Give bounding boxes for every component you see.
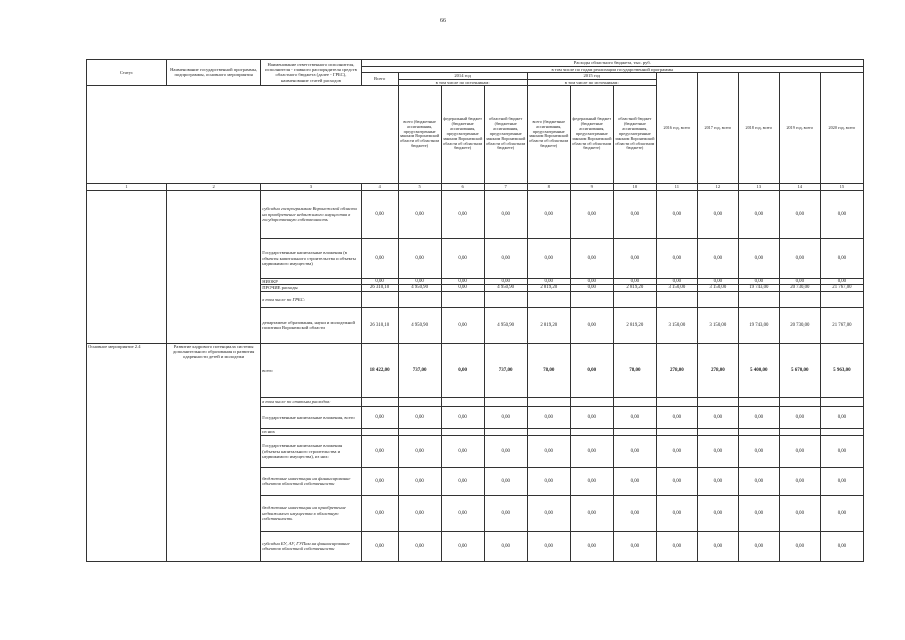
value-cell: 2 819,20 xyxy=(613,285,656,292)
value-cell: 4 950,90 xyxy=(484,307,527,343)
value-cell xyxy=(398,397,441,406)
table-row xyxy=(87,343,864,397)
value-cell: 0,00 xyxy=(656,495,697,531)
col-number: 1 xyxy=(87,183,167,190)
value-cell: 0,00 xyxy=(441,467,484,495)
value-cell: 0,00 xyxy=(656,435,697,467)
header-2016: 2016 год, всего xyxy=(656,73,697,184)
value-cell xyxy=(484,291,527,307)
status-cell xyxy=(87,190,167,343)
value-cell: 0,00 xyxy=(398,435,441,467)
value-cell: 5 670,00 xyxy=(779,343,820,397)
value-cell: 0,00 xyxy=(779,467,820,495)
value-cell: 0,00 xyxy=(527,278,570,285)
value-cell xyxy=(697,291,738,307)
value-cell: 0,00 xyxy=(398,531,441,561)
col-number: 11 xyxy=(656,183,697,190)
header-total: Всего xyxy=(361,73,398,86)
value-cell: 0,00 xyxy=(738,435,779,467)
value-cell: 0,00 xyxy=(527,238,570,278)
value-cell: 278,00 xyxy=(656,343,697,397)
value-cell: 2 819,20 xyxy=(613,307,656,343)
value-cell: 21 767,00 xyxy=(820,285,863,292)
row-label: департамент образования, науки и молодежной политики Воронежской области xyxy=(261,307,361,343)
value-cell: 0,00 xyxy=(697,406,738,428)
col-number: 12 xyxy=(697,183,738,190)
value-cell: 0,00 xyxy=(820,467,863,495)
value-cell xyxy=(656,291,697,307)
value-cell: 0,00 xyxy=(697,278,738,285)
value-cell: 0,00 xyxy=(779,406,820,428)
value-cell: 0,00 xyxy=(820,238,863,278)
value-cell xyxy=(656,397,697,406)
value-cell: 0,00 xyxy=(613,531,656,561)
value-cell: 0,00 xyxy=(738,238,779,278)
value-cell xyxy=(570,397,613,406)
value-cell xyxy=(779,291,820,307)
value-cell: 21 767,00 xyxy=(820,307,863,343)
header-expenses-title: Расходы областного бюджета, тыс. руб. xyxy=(361,60,863,67)
value-cell: 0,00 xyxy=(570,495,613,531)
value-cell: 737,00 xyxy=(484,343,527,397)
header-2015-fed: федеральный бюджет (бюджетные ассигнования, предусмотренные законом Воронежской области об областном бюджете) xyxy=(570,85,613,183)
value-cell: 0,00 xyxy=(697,190,738,238)
value-cell: 78,00 xyxy=(527,343,570,397)
value-cell: 4 950,90 xyxy=(398,285,441,292)
value-cell: 0,00 xyxy=(570,285,613,292)
value-cell xyxy=(484,397,527,406)
row-label: в том числе по статьям расходов: xyxy=(261,397,361,406)
value-cell: 26 310,10 xyxy=(361,285,398,292)
header-2014-fed: федеральный бюджет (бюджетные ассигнования, предусмотренные законом Воронежской области об областном бюджете) xyxy=(441,85,484,183)
value-cell: 0,00 xyxy=(738,278,779,285)
col-number: 2 xyxy=(166,183,260,190)
value-cell xyxy=(570,291,613,307)
value-cell: 18 422,00 xyxy=(361,343,398,397)
value-cell: 0,00 xyxy=(527,406,570,428)
header-sources-2015: в том числе по источникам: xyxy=(527,79,656,85)
value-cell: 3 150,00 xyxy=(656,285,697,292)
value-cell: 3 150,00 xyxy=(656,307,697,343)
value-cell: 0,00 xyxy=(656,190,697,238)
value-cell xyxy=(398,428,441,435)
value-cell: 0,00 xyxy=(656,467,697,495)
value-cell: 0,00 xyxy=(613,467,656,495)
value-cell xyxy=(613,397,656,406)
value-cell xyxy=(779,428,820,435)
value-cell: 0,00 xyxy=(484,531,527,561)
value-cell: 0,00 xyxy=(570,467,613,495)
value-cell: 0,00 xyxy=(484,406,527,428)
value-cell: 0,00 xyxy=(570,406,613,428)
value-cell: 0,00 xyxy=(441,435,484,467)
value-cell: 0,00 xyxy=(484,190,527,238)
value-cell: 3 150,00 xyxy=(697,285,738,292)
value-cell: 0,00 xyxy=(361,406,398,428)
row-label: Государственные капитальные вложения, всего xyxy=(261,406,361,428)
value-cell: 0,00 xyxy=(441,238,484,278)
value-cell xyxy=(527,428,570,435)
value-cell: 0,00 xyxy=(738,531,779,561)
value-cell: 0,00 xyxy=(697,435,738,467)
value-cell: 0,00 xyxy=(779,238,820,278)
value-cell: 19 743,00 xyxy=(738,307,779,343)
value-cell: 4 950,90 xyxy=(398,307,441,343)
value-cell xyxy=(441,397,484,406)
value-cell: 0,00 xyxy=(570,238,613,278)
value-cell: 0,00 xyxy=(820,278,863,285)
value-cell: 19 743,00 xyxy=(738,285,779,292)
value-cell xyxy=(697,397,738,406)
header-2014-total: всего (бюджетные ассигнования, предусмотренные законом Воронежской области об областном бюджете) xyxy=(398,85,441,183)
header-sources-2014: в том числе по источникам: xyxy=(398,79,527,85)
row-label: бюджетные инвестиции на финансирование объектов областной собственности xyxy=(261,467,361,495)
value-cell: 0,00 xyxy=(738,467,779,495)
value-cell xyxy=(779,397,820,406)
value-cell xyxy=(820,397,863,406)
value-cell: 0,00 xyxy=(361,238,398,278)
row-label: Государственные капитальные вложения (объекты капитального строительства и недвижимого имущества), из них: xyxy=(261,435,361,467)
value-cell: 0,00 xyxy=(697,238,738,278)
value-cell xyxy=(820,428,863,435)
value-cell: 0,00 xyxy=(656,406,697,428)
header-status: Статус xyxy=(87,60,167,86)
value-cell: 5 400,00 xyxy=(738,343,779,397)
value-cell: 0,00 xyxy=(697,495,738,531)
value-cell: 0,00 xyxy=(361,190,398,238)
header-2017: 2017 год, всего xyxy=(697,73,738,184)
col-number: 13 xyxy=(738,183,779,190)
value-cell: 0,00 xyxy=(570,435,613,467)
header-2018: 2018 год, всего xyxy=(738,73,779,184)
value-cell: 0,00 xyxy=(527,435,570,467)
value-cell: 0,00 xyxy=(527,495,570,531)
value-cell: 0,00 xyxy=(613,278,656,285)
value-cell: 0,00 xyxy=(656,531,697,561)
header-2015-total: всего (бюджетные ассигнования, предусмотренные законом Воронежской области об областном бюджете) xyxy=(527,85,570,183)
value-cell: 0,00 xyxy=(398,467,441,495)
value-cell xyxy=(484,428,527,435)
value-cell: 0,00 xyxy=(484,467,527,495)
row-label: субсидии БУ, АУ, ГУПам на финансирование объектов областной собственности xyxy=(261,531,361,561)
value-cell: 0,00 xyxy=(484,238,527,278)
value-cell: 0,00 xyxy=(613,190,656,238)
value-cell: 0,00 xyxy=(361,531,398,561)
value-cell: 0,00 xyxy=(484,495,527,531)
value-cell: 0,00 xyxy=(484,278,527,285)
value-cell xyxy=(613,291,656,307)
col-number: 6 xyxy=(441,183,484,190)
value-cell xyxy=(738,397,779,406)
value-cell: 0,00 xyxy=(779,190,820,238)
value-cell: 0,00 xyxy=(441,307,484,343)
value-cell: 0,00 xyxy=(527,531,570,561)
value-cell xyxy=(398,291,441,307)
value-cell: 0,00 xyxy=(656,278,697,285)
row-label: ПРОЧИЕ расходы xyxy=(261,285,361,292)
header-year-2015: 2015 год xyxy=(527,73,656,79)
event-name: Развитие кадрового потенциала системы дополнительного образования и развития одаренности детей и молодежи xyxy=(166,343,260,561)
value-cell: 0,00 xyxy=(820,435,863,467)
value-cell xyxy=(570,428,613,435)
value-cell xyxy=(820,291,863,307)
value-cell: 0,00 xyxy=(820,531,863,561)
value-cell: 278,00 xyxy=(697,343,738,397)
value-cell: 0,00 xyxy=(613,238,656,278)
value-cell: 0,00 xyxy=(820,406,863,428)
row-label: из них xyxy=(261,428,361,435)
value-cell: 0,00 xyxy=(613,406,656,428)
header-2019: 2019 год, всего xyxy=(779,73,820,184)
col-number: 7 xyxy=(484,183,527,190)
value-cell: 0,00 xyxy=(738,190,779,238)
value-cell: 0,00 xyxy=(779,278,820,285)
col-number: 8 xyxy=(527,183,570,190)
table-row xyxy=(87,190,864,238)
value-cell: 78,00 xyxy=(613,343,656,397)
value-cell: 2 819,20 xyxy=(527,307,570,343)
value-cell: 737,00 xyxy=(398,343,441,397)
value-cell: 0,00 xyxy=(441,278,484,285)
value-cell: 0,00 xyxy=(570,343,613,397)
col-number: 15 xyxy=(820,183,863,190)
row-label: Государственные капитальные вложения (в объекты капитального строительства и объекты недвижимого имущества) xyxy=(261,238,361,278)
value-cell: 0,00 xyxy=(656,238,697,278)
event-status: Основное мероприятие 2.4 xyxy=(87,343,167,561)
value-cell: 0,00 xyxy=(398,495,441,531)
value-cell xyxy=(441,291,484,307)
value-cell: 2 819,20 xyxy=(527,285,570,292)
value-cell xyxy=(697,428,738,435)
col-number: 5 xyxy=(398,183,441,190)
program-cell xyxy=(166,190,260,343)
value-cell: 0,00 xyxy=(613,495,656,531)
value-cell: 3 150,00 xyxy=(697,307,738,343)
value-cell: 0,00 xyxy=(441,190,484,238)
value-cell: 0,00 xyxy=(398,406,441,428)
page-number: 66 xyxy=(440,18,446,24)
value-cell: 20 730,00 xyxy=(779,285,820,292)
value-cell: 0,00 xyxy=(441,495,484,531)
value-cell: 0,00 xyxy=(697,467,738,495)
value-cell xyxy=(738,291,779,307)
value-cell: 0,00 xyxy=(570,307,613,343)
value-cell: 0,00 xyxy=(613,435,656,467)
col-number: 3 xyxy=(261,183,361,190)
value-cell xyxy=(361,397,398,406)
value-cell: 0,00 xyxy=(441,531,484,561)
value-cell xyxy=(613,428,656,435)
header-responsible: Наименование ответственного исполнителя, исполнителя - главного распорядителя средств областного бюджета (далее - ГРБС), наименование статей расходов xyxy=(261,60,361,86)
header-expenses-subtitle: в том числе по годам реализации государственной программы xyxy=(361,67,863,73)
column-number-row xyxy=(87,183,864,190)
value-cell: 4 950,90 xyxy=(484,285,527,292)
value-cell xyxy=(527,291,570,307)
value-cell: 0,00 xyxy=(527,467,570,495)
value-cell xyxy=(441,428,484,435)
value-cell: 0,00 xyxy=(398,190,441,238)
value-cell: 0,00 xyxy=(441,406,484,428)
value-cell: 0,00 xyxy=(697,531,738,561)
row-label: субсидии госпрограммам Воронежской области на приобретение недвижимого имущества в государственную собственность xyxy=(261,190,361,238)
value-cell: 0,00 xyxy=(361,435,398,467)
value-cell xyxy=(738,428,779,435)
value-cell: 26 310,10 xyxy=(361,307,398,343)
value-cell: 0,00 xyxy=(527,190,570,238)
col-number: 10 xyxy=(613,183,656,190)
header-2015-reg: областной бюджет (бюджетные ассигнования, предусмотренные законом Воронежской области об областном бюджете) xyxy=(613,85,656,183)
value-cell: 0,00 xyxy=(484,435,527,467)
budget-table xyxy=(86,59,864,562)
value-cell: 0,00 xyxy=(441,285,484,292)
row-label: в том числе по ГРБС: xyxy=(261,291,361,307)
value-cell: 0,00 xyxy=(779,531,820,561)
value-cell: 0,00 xyxy=(570,190,613,238)
value-cell xyxy=(361,291,398,307)
value-cell: 5 963,00 xyxy=(820,343,863,397)
value-cell: 0,00 xyxy=(570,278,613,285)
col-number: 4 xyxy=(361,183,398,190)
value-cell: 0,00 xyxy=(361,278,398,285)
value-cell xyxy=(656,428,697,435)
header-2020: 2020 год, всего xyxy=(820,73,863,184)
value-cell: 0,00 xyxy=(738,406,779,428)
value-cell xyxy=(361,428,398,435)
col-number: 9 xyxy=(570,183,613,190)
header-year-2014: 2014 год xyxy=(398,73,527,79)
col-number: 14 xyxy=(779,183,820,190)
value-cell: 0,00 xyxy=(820,190,863,238)
value-cell: 0,00 xyxy=(738,495,779,531)
header-2014-reg: областной бюджет (бюджетные ассигнования, предусмотренные законом Воронежской области об областном бюджете) xyxy=(484,85,527,183)
row-label: бюджетные инвестиции на приобретение недвижимого имущества в областную собственность xyxy=(261,495,361,531)
value-cell xyxy=(527,397,570,406)
value-cell: 0,00 xyxy=(398,278,441,285)
row-label: НИОКР xyxy=(261,278,361,285)
value-cell: 20 730,00 xyxy=(779,307,820,343)
value-cell: 0,00 xyxy=(441,343,484,397)
row-label: всего xyxy=(261,343,361,397)
value-cell: 0,00 xyxy=(361,495,398,531)
value-cell: 0,00 xyxy=(361,467,398,495)
value-cell: 0,00 xyxy=(779,495,820,531)
value-cell: 0,00 xyxy=(570,531,613,561)
value-cell: 0,00 xyxy=(779,435,820,467)
header-program: Наименование государственной программы, подпрограммы, основного мероприятия xyxy=(166,60,260,86)
value-cell: 0,00 xyxy=(398,238,441,278)
value-cell: 0,00 xyxy=(820,495,863,531)
